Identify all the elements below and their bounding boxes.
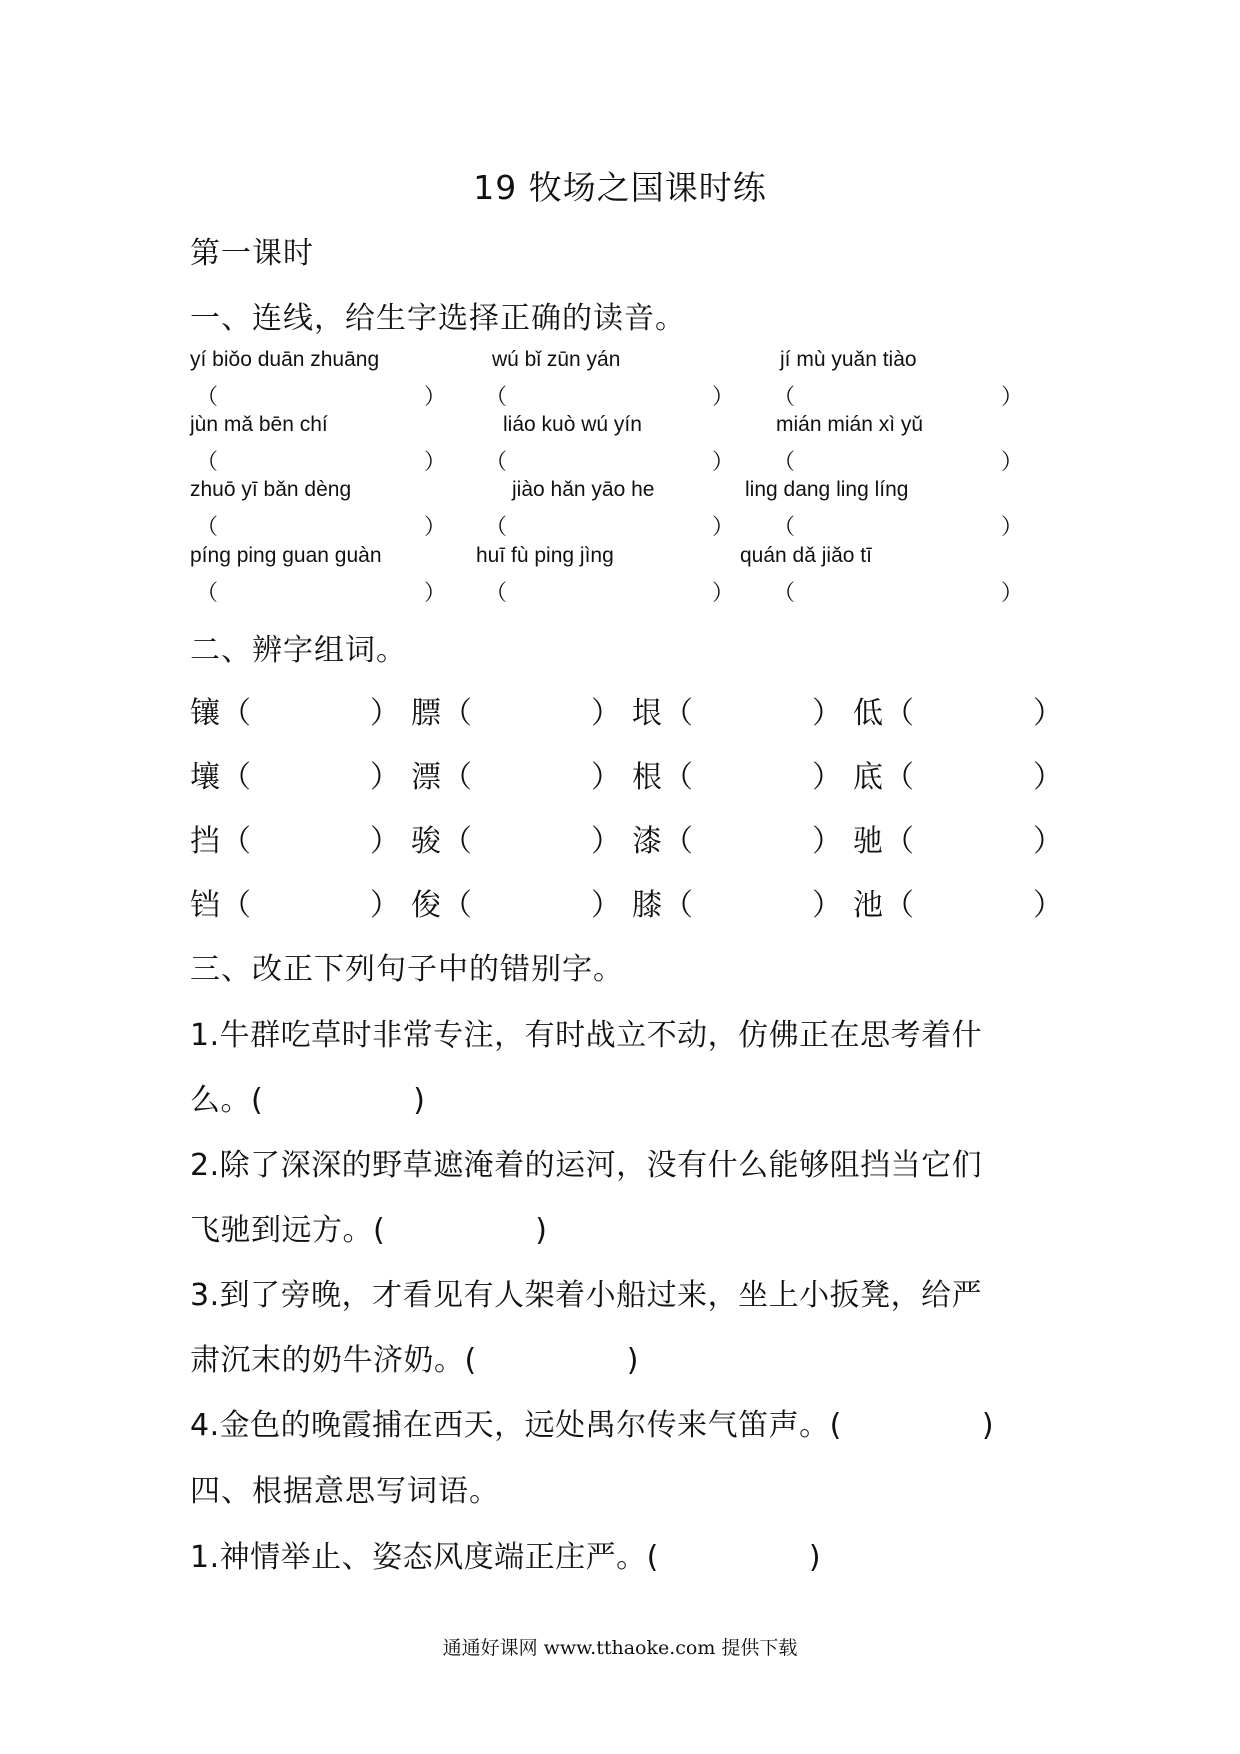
sentence-line: 3.到了旁晚，才看见有人架着小船过来，坐上小扳凳，给严 [190, 1278, 983, 1313]
answer-close-paren: ） [712, 450, 735, 475]
page-footer: 通通好课网 www.tthaoke.com 提供下载 [442, 1637, 798, 1659]
char-item: 底 [853, 760, 883, 795]
answer-open-paren: （ [196, 385, 219, 410]
answer-open-paren: （ [663, 696, 693, 731]
char-item: 漂 [411, 760, 441, 795]
answer-close-paren: ) [808, 1540, 822, 1575]
section3-heading: 三、改正下列句子中的错别字。 [190, 952, 624, 987]
sentence-line: 4.金色的晚霞捕在西天，远处禺尔传来气笛声。( ) [190, 1408, 995, 1443]
answer-open-paren: （ [442, 760, 472, 795]
char-item: 挡 [190, 824, 220, 859]
answer-close-paren: ） [712, 581, 735, 606]
answer-close-paren: ） [370, 888, 400, 923]
answer-close-paren: ） [370, 824, 400, 859]
char-item: 骏 [411, 824, 441, 859]
lesson-label: 第一课时 [190, 236, 314, 271]
answer-open-paren: （ [485, 450, 508, 475]
char-item: 铛 [190, 888, 220, 923]
answer-open-paren: （ [773, 581, 796, 606]
answer-close-paren: ） [424, 515, 447, 540]
sentence-line: 么。( ) [190, 1083, 426, 1118]
answer-close-paren: ） [812, 824, 842, 859]
answer-close-paren: ） [712, 385, 735, 410]
answer-close-paren: ） [424, 385, 447, 410]
pinyin-item: zhuō yī bǎn dèng [190, 478, 352, 501]
answer-close-paren: ） [1001, 581, 1024, 606]
char-item: 俊 [411, 888, 441, 923]
answer-open-paren: （ [221, 824, 251, 859]
answer-close-paren: ） [370, 696, 400, 731]
answer-open-paren: （ [663, 888, 693, 923]
answer-close-paren: ） [1033, 824, 1063, 859]
answer-open-paren: （ [442, 696, 472, 731]
pinyin-item: píng ping guan guàn [190, 544, 382, 567]
answer-close-paren: ） [424, 450, 447, 475]
pinyin-item: mián mián xì yǔ [776, 413, 924, 436]
char-item: 低 [853, 696, 883, 731]
char-item: 壤 [190, 760, 220, 795]
answer-open-paren: （ [884, 760, 914, 795]
answer-close-paren: ） [591, 760, 621, 795]
answer-close-paren: ） [370, 760, 400, 795]
char-item: 漆 [632, 824, 662, 859]
answer-open-paren: （ [442, 888, 472, 923]
answer-close-paren: ) [413, 1083, 426, 1118]
char-item: 膘 [411, 696, 441, 731]
answer-open-paren: （ [485, 581, 508, 606]
sentence-line: 1.牛群吃草时非常专注，有时战立不动，仿佛正在思考着什 [190, 1018, 983, 1053]
answer-open-paren: （ [884, 696, 914, 731]
pinyin-item: wú bǐ zūn yán [492, 348, 621, 371]
answer-close-paren: ） [1033, 696, 1063, 731]
answer-close-paren: ） [591, 824, 621, 859]
sentence-line: 2.除了深深的野草遮淹着的运河，没有什么能够阻挡当它们 [190, 1148, 983, 1183]
answer-close-paren: ） [424, 581, 447, 606]
answer-close-paren: ) [981, 1408, 995, 1443]
answer-open-paren: （ [485, 385, 508, 410]
section2-heading: 二、辨字组词。 [190, 633, 407, 668]
char-item: 驰 [853, 824, 883, 859]
answer-close-paren: ) [535, 1213, 548, 1248]
answer-open-paren: （ [663, 760, 693, 795]
answer-open-paren: （ [773, 515, 796, 540]
section4-heading: 四、根据意思写词语。 [190, 1474, 500, 1509]
sentence-line: 肃沉末的奶牛济奶。( ) [190, 1343, 639, 1378]
sentence-line: 1.神情举止、姿态风度端正庄严。( ) [190, 1540, 822, 1575]
answer-close-paren: ） [1033, 888, 1063, 923]
answer-open-paren: （ [773, 450, 796, 475]
char-item: 膝 [632, 888, 662, 923]
answer-open-paren: （ [663, 824, 693, 859]
answer-open-paren: （ [884, 888, 914, 923]
answer-close-paren: ） [1001, 515, 1024, 540]
section1-heading: 一、连线，给生字选择正确的读音。 [190, 301, 686, 336]
answer-open-paren: （ [773, 385, 796, 410]
answer-open-paren: （ [221, 888, 251, 923]
char-item: 池 [853, 888, 883, 923]
pinyin-item: yí biǒo duān zhuāng [190, 348, 380, 371]
answer-close-paren: ） [591, 888, 621, 923]
sentence-line: 飞驰到远方。( ) [190, 1213, 548, 1248]
page-title: 19 牧场之国课时练 [473, 168, 767, 207]
pinyin-item: jí mù yuǎn tiào [780, 348, 917, 371]
pinyin-item: quán dǎ jiǎo tī [740, 544, 872, 567]
answer-close-paren: ） [591, 696, 621, 731]
answer-close-paren: ） [1033, 760, 1063, 795]
answer-close-paren: ） [1001, 385, 1024, 410]
pinyin-item: huī fù ping jìng [476, 544, 614, 567]
answer-open-paren: （ [196, 581, 219, 606]
answer-open-paren: （ [221, 760, 251, 795]
answer-close-paren: ） [812, 888, 842, 923]
answer-close-paren: ） [712, 515, 735, 540]
answer-open-paren: （ [196, 515, 219, 540]
answer-open-paren: （ [221, 696, 251, 731]
char-item: 根 [632, 760, 662, 795]
answer-close-paren: ) [626, 1343, 639, 1378]
answer-close-paren: ） [812, 696, 842, 731]
answer-open-paren: （ [485, 515, 508, 540]
answer-open-paren: （ [884, 824, 914, 859]
pinyin-item: jùn mǎ bēn chí [190, 413, 328, 436]
char-item: 垠 [632, 696, 662, 731]
pinyin-item: ling dang ling líng [745, 478, 909, 501]
answer-close-paren: ） [812, 760, 842, 795]
pinyin-item: jiào hǎn yāo he [512, 478, 655, 501]
answer-close-paren: ） [1001, 450, 1024, 475]
pinyin-item: liáo kuò wú yín [503, 413, 642, 436]
char-item: 镶 [190, 696, 220, 731]
answer-open-paren: （ [196, 450, 219, 475]
answer-open-paren: （ [442, 824, 472, 859]
